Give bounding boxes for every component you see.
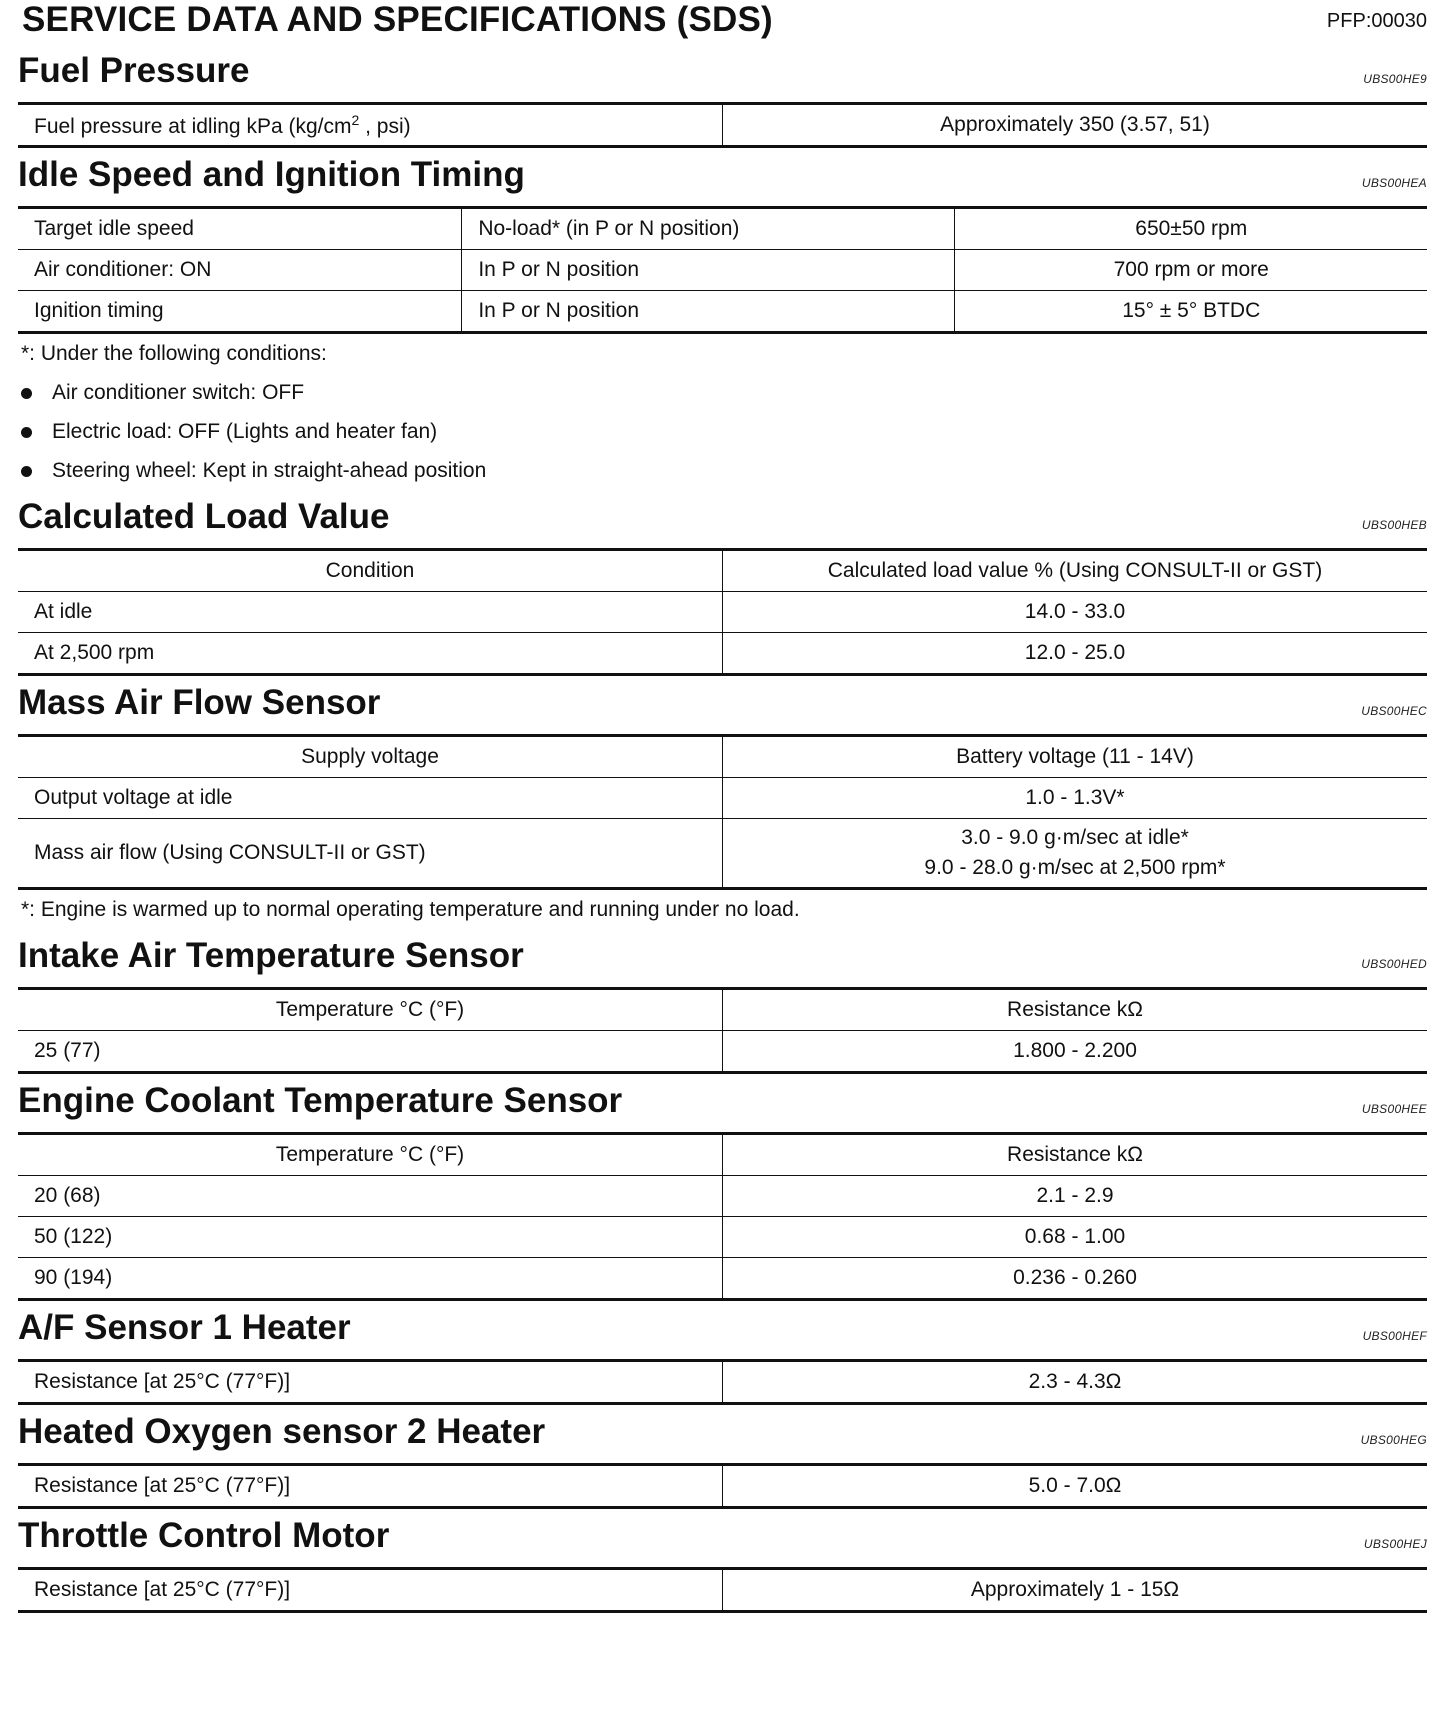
- table-cell: Mass air flow (Using CONSULT-II or GST): [18, 819, 723, 889]
- table-row: [18, 819, 1427, 889]
- table-row: [18, 104, 1427, 147]
- table-cell: 25 (77): [18, 1031, 723, 1073]
- section-title: Fuel Pressure: [18, 51, 250, 90]
- table-row: [18, 736, 1427, 778]
- footnote: *: Under the following conditions:: [21, 342, 327, 365]
- table-row: [18, 778, 1427, 819]
- table-cell: 1.0 - 1.3V*: [723, 778, 1428, 819]
- table-cell: 5.0 - 7.0Ω: [723, 1465, 1428, 1508]
- section-ho2-heater: [18, 1405, 1427, 1509]
- table-cell: [723, 819, 1428, 889]
- section-af-heater: [18, 1301, 1427, 1405]
- bullet-icon: [21, 466, 32, 477]
- table-cell: 50 (122): [18, 1217, 723, 1258]
- section-code: UBS00HE9: [1363, 72, 1427, 86]
- table-cell: At 2,500 rpm: [18, 633, 723, 675]
- section-code: UBS00HED: [1361, 957, 1427, 971]
- table-cell: Resistance [at 25°C (77°F)]: [34, 1474, 291, 1497]
- table-row: [18, 208, 1427, 250]
- table-row: [18, 250, 1427, 291]
- table-cell: 14.0 - 33.0: [723, 592, 1428, 633]
- table-row: [18, 592, 1427, 633]
- column-header: Temperature °C (°F): [275, 1143, 465, 1166]
- table-row: [18, 1217, 1427, 1258]
- section-fuel-pressure: [18, 44, 1427, 148]
- iat-table: [18, 987, 1427, 1074]
- footnote: *: Engine is warmed up to normal operating temperature and running under no load.: [21, 898, 800, 921]
- list-item: Electric load: OFF (Lights and heater fan): [18, 412, 1427, 451]
- section-load-value: [18, 490, 1427, 676]
- ect-table: [18, 1132, 1427, 1301]
- table-row: [18, 1569, 1427, 1612]
- table-row: [18, 1258, 1427, 1300]
- section-code: UBS00HEF: [1362, 1329, 1427, 1343]
- maf-flow-2500: 9.0 - 28.0 g·m/sec at 2,500 rpm*: [924, 856, 1226, 879]
- table-cell: Output voltage at idle: [18, 778, 723, 819]
- ho2-heater-table: [18, 1463, 1427, 1509]
- list-item: Air conditioner switch: OFF: [18, 373, 1427, 412]
- section-code: UBS00HEC: [1361, 704, 1427, 718]
- pfp-code: PFP:00030: [1326, 10, 1427, 32]
- section-title: Calculated Load Value: [18, 497, 390, 536]
- table-cell: Ignition timing: [18, 291, 462, 333]
- section-maf: [18, 676, 1427, 929]
- section-title: A/F Sensor 1 Heater: [18, 1308, 351, 1347]
- table-cell: Target idle speed: [34, 217, 194, 240]
- table-header-row: [18, 989, 1427, 1031]
- table-row: [18, 291, 1427, 333]
- table-row: [18, 1176, 1427, 1217]
- throttle-motor-table: [18, 1567, 1427, 1613]
- table-row: [18, 633, 1427, 675]
- table-cell: Resistance [at 25°C (77°F)]: [34, 1370, 291, 1393]
- table-header-row: [18, 1134, 1427, 1176]
- column-header: Resistance kΩ: [723, 1134, 1428, 1176]
- section-title: Intake Air Temperature Sensor: [18, 936, 524, 975]
- section-code: UBS00HEB: [1361, 518, 1427, 532]
- idle-speed-table: [18, 206, 1427, 334]
- section-title: Engine Coolant Temperature Sensor: [18, 1081, 623, 1120]
- section-title: Idle Speed and Ignition Timing: [18, 155, 525, 194]
- table-cell: At idle: [18, 592, 723, 633]
- table-cell: In P or N position: [462, 250, 955, 291]
- bullet-icon: [21, 388, 32, 399]
- table-cell: Battery voltage (11 - 14V): [723, 736, 1428, 778]
- section-throttle-motor: [18, 1509, 1427, 1613]
- section-code: UBS00HEJ: [1363, 1537, 1427, 1551]
- table-cell: Approximately 1 - 15Ω: [723, 1569, 1428, 1612]
- table-header-row: [18, 550, 1427, 592]
- column-header: Condition: [325, 559, 415, 582]
- table-cell: Air conditioner: ON: [18, 250, 462, 291]
- table-cell: 0.68 - 1.00: [723, 1217, 1428, 1258]
- section-code: UBS00HEA: [1361, 176, 1427, 190]
- table-cell: 20 (68): [18, 1176, 723, 1217]
- table-cell: Supply voltage: [301, 745, 439, 768]
- section-code: UBS00HEE: [1361, 1102, 1427, 1116]
- table-cell: 90 (194): [18, 1258, 723, 1300]
- table-cell: 0.236 - 0.260: [723, 1258, 1428, 1300]
- table-cell: 15° ± 5° BTDC: [955, 291, 1427, 333]
- section-title: Throttle Control Motor: [18, 1516, 390, 1555]
- fuel-pressure-table: [18, 102, 1427, 148]
- table-cell: No-load* (in P or N position): [462, 208, 955, 250]
- list-item: Steering wheel: Kept in straight-ahead position: [18, 451, 1427, 490]
- table-cell: 1.800 - 2.200: [723, 1031, 1428, 1073]
- table-cell: 650±50 rpm: [955, 208, 1427, 250]
- column-header: Resistance kΩ: [723, 989, 1428, 1031]
- section-ect: [18, 1074, 1427, 1301]
- table-cell: In P or N position: [462, 291, 955, 333]
- section-code: UBS00HEG: [1360, 1433, 1427, 1447]
- section-iat: [18, 929, 1427, 1074]
- table-cell: 700 rpm or more: [955, 250, 1427, 291]
- page-title: SERVICE DATA AND SPECIFICATIONS (SDS): [22, 0, 773, 39]
- column-header: Calculated load value % (Using CONSULT-II or GST): [723, 550, 1428, 592]
- table-row: [18, 1031, 1427, 1073]
- af-heater-table: [18, 1359, 1427, 1405]
- table-cell: 2.1 - 2.9: [723, 1176, 1428, 1217]
- table-row: [18, 1361, 1427, 1404]
- fuel-pressure-label: Fuel pressure at idling kPa ($kg/cm^2$ , psi): [34, 111, 411, 138]
- section-title: Mass Air Flow Sensor: [18, 683, 381, 722]
- column-header: Temperature °C (°F): [275, 998, 465, 1021]
- page-header: [18, 0, 1427, 44]
- table-cell: 2.3 - 4.3Ω: [723, 1361, 1428, 1404]
- table-cell: 12.0 - 25.0: [723, 633, 1428, 675]
- sds-page: [18, 0, 1427, 1613]
- fuel-pressure-value: Approximately 350 (3.57, 51): [723, 104, 1428, 147]
- table-cell: Resistance [at 25°C (77°F)]: [34, 1578, 291, 1601]
- bullet-icon: [21, 427, 32, 438]
- maf-flow-idle: 3.0 - 9.0 g·m/sec at idle*: [961, 826, 1189, 849]
- load-value-table: [18, 548, 1427, 676]
- section-idle-speed: [18, 148, 1427, 490]
- table-row: [18, 1465, 1427, 1508]
- section-title: Heated Oxygen sensor 2 Heater: [18, 1412, 546, 1451]
- maf-table: [18, 734, 1427, 890]
